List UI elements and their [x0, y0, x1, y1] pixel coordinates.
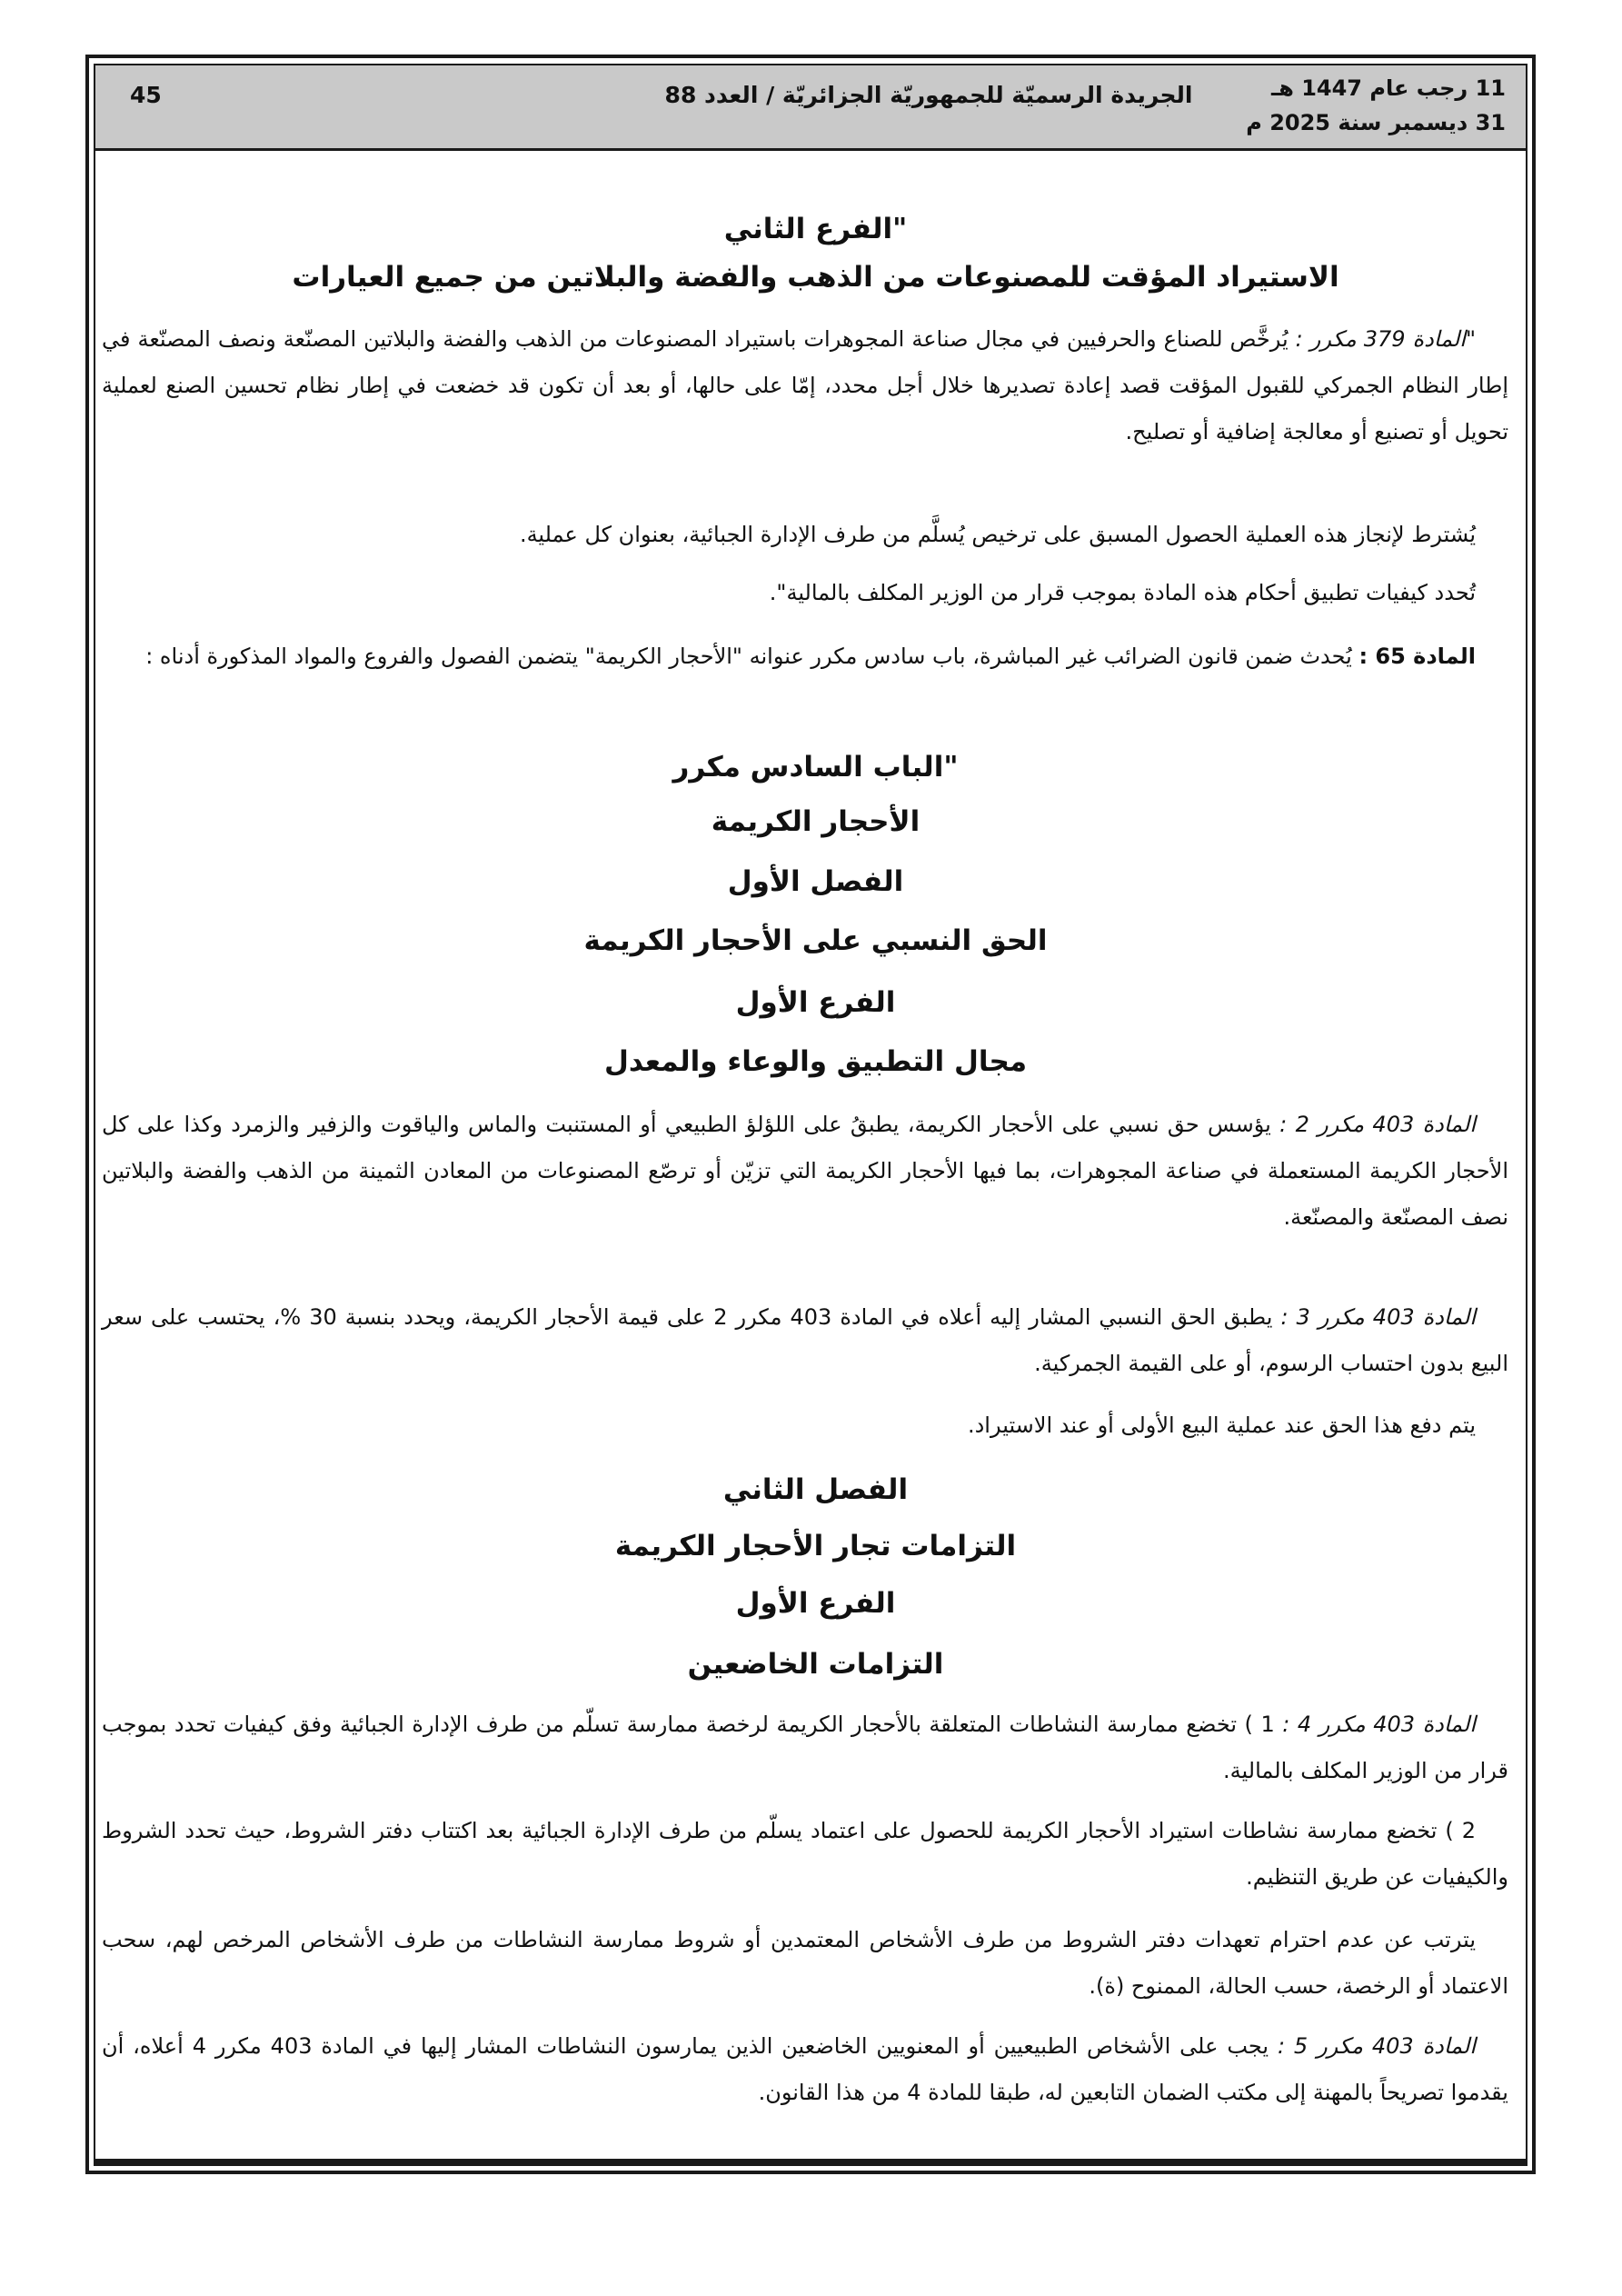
page-frame-bottom-bar [94, 2159, 1527, 2166]
article-label: المادة 403 مكرر 2 : [1279, 1112, 1476, 1137]
article-403-4-sanction: يترتب عن عدم احترام تعهدات دفتر الشروط من طرف الأشخاص المعتمدين أو شروط ممارسة النشاطات من طرف الأشخاص المرخص لهم، سحب الاعتماد أو الرخصة، حسب الحالة، الممنوح (ة). [102, 1927, 1508, 1999]
article-403-2-paragraph [102, 1102, 1508, 1241]
heading-section-one-b: الفرع الأول [735, 1587, 896, 1620]
page-number: 45 [130, 82, 162, 108]
payment-paragraph: يتم دفع هذا الحق عند عملية البيع الأولى أو عند الاستيراد. [967, 1413, 1476, 1438]
section-heading: "الفرع الثاني [723, 213, 908, 245]
heading-trader-obligations: التزامات تجار الأحجار الكريمة [614, 1530, 1017, 1562]
page-header [95, 65, 1526, 151]
article-403-3-paragraph [102, 1294, 1508, 1387]
condition-paragraph: يُشترط لإنجاز هذه العملية الحصول المسبق على ترخيص يُسلَّم من طرف الإدارة الجبائية، بعنوان كل عملية. [519, 522, 1476, 547]
article-text: يطبق الحق النسبي المشار إليه أعلاه في المادة 403 مكرر 2 على قيمة الأحجار الكريمة، ويحدد بنسبة 30 %، يحتسب على سعر البيع بدون احتساب الرسوم، أو على القيمة الجمركية. [102, 1304, 1508, 1376]
article-65-paragraph [102, 634, 1508, 680]
date-hijri: 11 رجب عام 1447 هـ [1271, 75, 1506, 101]
article-label: المادة 403 مكرر 3 : [1280, 1304, 1477, 1330]
heading-chapter-one: الفصل الأول [727, 865, 904, 898]
heading-precious-stones: الأحجار الكريمة [711, 805, 920, 838]
heading-section-one: الفرع الأول [735, 986, 896, 1019]
heading-chapter-six-bis: "الباب السادس مكرر [672, 751, 959, 784]
article-403-5-paragraph [102, 2023, 1508, 2116]
modalities-paragraph: تُحدد كيفيات تطبيق أحكام هذه المادة بموجب قرار من الوزير المكلف بالمالية". [769, 580, 1476, 605]
heading-scope: مجال التطبيق والوعاء والمعدل [603, 1045, 1028, 1078]
heading-proportional-duty: الحق النسبي على الأحجار الكريمة [583, 924, 1048, 957]
article-403-4-point-2: 2 ) تخضع ممارسة نشاطات استيراد الأحجار الكريمة للحصول على اعتماد يسلّم من طرف الإدارة الجبائية بعد اكتتاب دفتر الشروط، حيث تحدد الشروط والكيفيات عن طريق التنظيم. [102, 1818, 1508, 1890]
article-text: يُرخَّص للصناع والحرفيين في مجال صناعة المجوهرات باستيراد المصنوعات من الذهب والفضة والبلاتين المصنّعة ونصف المصنّعة في إطار النظام الجمركي للقبول المؤقت قصد إعادة تصديرها خلال أجل محدد، إمّا على حالها، أو بعد أن تكون قد خضعت في إطار نظام تحسين الصنع لعملية تحويل أو تصنيع أو معالجة إضافية أو تصليح. [102, 326, 1508, 444]
article-text: يؤسس حق نسبي على الأحجار الكريمة، يطبقُ على اللؤلؤ الطبيعي أو المستنبت والماس والياقوت والزفير والزمرد وكذا على كل الأحجار الكريمة المستعملة في صناعة المجوهرات، بما فيها الأحجار الكريمة التي تزيّن أو ترصّع المصنوعات من المعادن الثمينة من الذهب والفضة والبلاتين نصف المصنّعة والمصنّعة. [102, 1112, 1508, 1230]
date-gregorian: 31 ديسمبر سنة 2025 م [1246, 110, 1506, 135]
article-379-paragraph [102, 316, 1508, 455]
article-label: المادة 403 مكرر 4 : [1282, 1712, 1477, 1737]
article-text: 1 ) تخضع ممارسة النشاطات المتعلقة بالأحجار الكريمة لرخصة ممارسة تسلّم من طرف الإدارة الجبائية وفق كيفيات تحدد بموجب قرار من الوزير المكلف بالمالية. [102, 1712, 1508, 1783]
article-label: المادة 65 : [1358, 644, 1476, 669]
article-label: "المادة 379 مكرر : [1295, 326, 1476, 352]
heading-subject-obligations: التزامات الخاضعين [687, 1648, 944, 1681]
heading-chapter-two: الفصل الثاني [722, 1473, 909, 1506]
section-title: الاستيراد المؤقت للمصنوعات من الذهب والفضة والبلاتين من جميع العيارات [292, 261, 1339, 294]
article-text: يُحدث ضمن قانون الضرائب غير المباشرة، باب سادس مكرر عنوانه "الأحجار الكريمة" يتضمن الفصول والفروع والمواد المذكورة أدناه : [145, 644, 1359, 669]
article-label: المادة 403 مكرر 5 : [1277, 2033, 1477, 2059]
article-403-4-paragraph [102, 1702, 1508, 1794]
journal-title: الجريدة الرسميّة للجمهوريّة الجزائريّة / العدد 88 [664, 82, 1193, 108]
article-text: يجب على الأشخاص الطبيعيين أو المعنويين الخاضعين الذين يمارسون النشاطات المشار إليها في المادة 403 مكرر 4 أعلاه، أن يقدموا تصريحاً بالمهنة إلى مكتب الضمان التابعين له، طبقا للمادة 4 من هذا القانون. [102, 2033, 1508, 2105]
